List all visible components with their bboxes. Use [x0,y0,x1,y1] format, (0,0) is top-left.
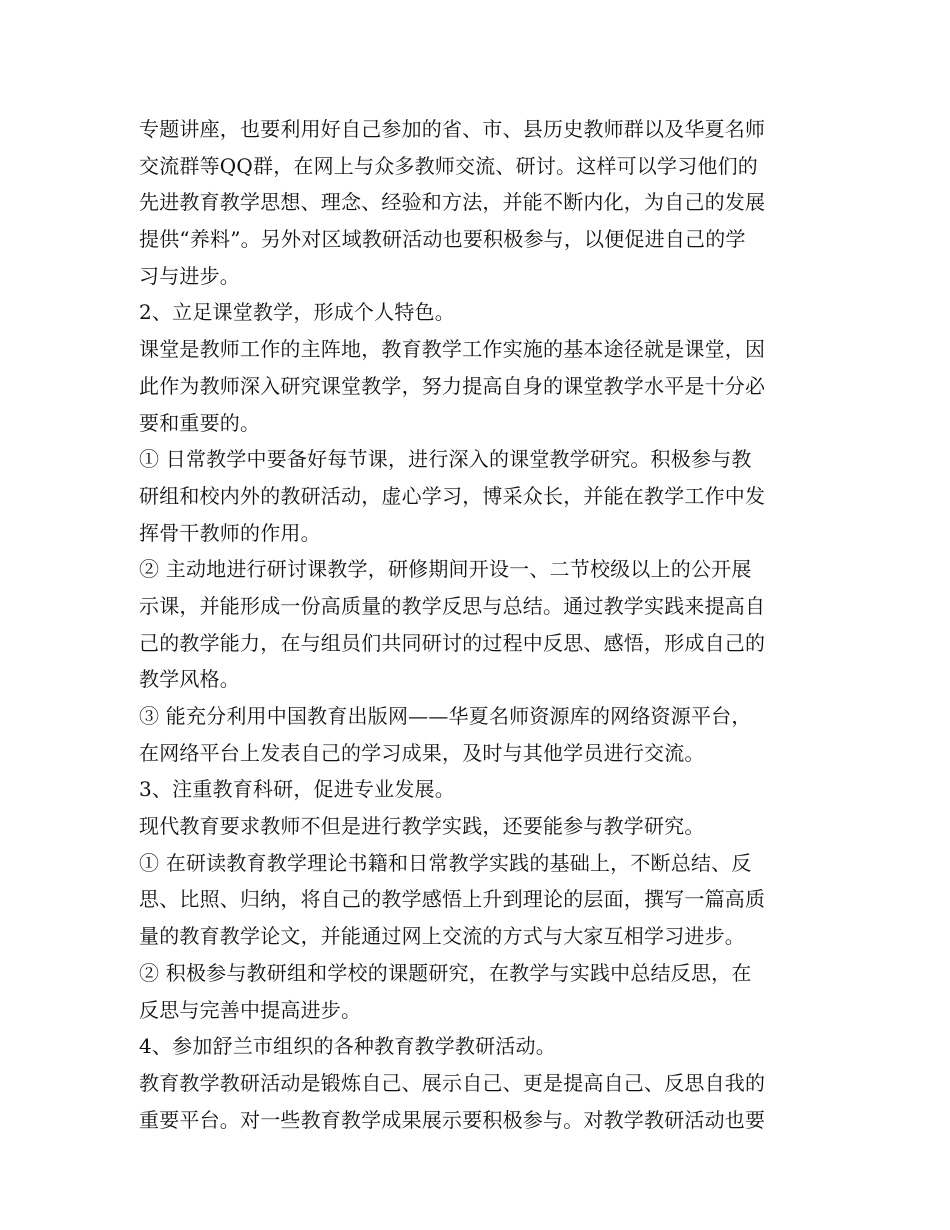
text-line: 己的教学能力，在与组员们共同研讨的过程中反思、感悟，形成自己的 [139,630,766,655]
list-item: ③ 能充分利用中国教育出版网——华夏名师资源库的网络资源平台， [139,704,752,728]
text-line: 专题讲座，也要利用好自己参加的省、市、县历史教师群以及华夏名师 [139,117,766,141]
list-item: ① 日常教学中要备好每节课，进行深入的课堂教学研究。积极参与教 [139,447,752,472]
text-line: 研组和校内外的教研活动，虚心学习，博采众长，并能在教学工作中发 [139,483,766,508]
text-line: 先进教育教学思想、理念、经验和方法，并能不断内化，为自己的发展 [139,190,766,215]
text-line: 量的教育教学论文，并能通过网上交流的方式与大家互相学习进步。 [139,924,745,949]
section-heading: 2、立足课堂教学，形成个人特色。 [139,300,455,325]
text-line: 思、比照、归纳，将自己的教学感悟上升到理论的层面，撰写一篇高质 [139,887,766,912]
list-item: ① 在研读教育教学理论书籍和日常教学实践的基础上，不断总结、反 [139,850,752,875]
text-line: 挥骨干教师的作用。 [139,520,321,545]
body-text [139,111,819,1138]
section-heading: 3、注重教育科研，促进专业发展。 [139,777,455,802]
list-item: ② 主动地进行研讨课教学，研修期间开设一、二节校级以上的公开展 [139,557,752,582]
text-line: 要和重要的。 [139,410,261,435]
text-line: 现代教育要求教师不但是进行教学实践，还要能参与教学研究。 [139,814,705,839]
text-line: 课堂是教师工作的主阵地，教育教学工作实施的基本途径就是课堂，因 [139,337,766,362]
text-line: 交流群等QQ群，在网上与众多教师交流、研讨。这样可以学习他们的 [139,153,758,178]
text-line: 重要平台。对一些教育教学成果展示要积极参与。对教学教研活动也要 [139,1107,766,1132]
section-heading: 4、参加舒兰市组织的各种教育教学教研活动。 [139,1034,556,1059]
text-line: 此作为教师深入研究课堂教学，努力提高自身的课堂教学水平是十分必 [139,373,766,398]
text-line: 教学风格。 [139,667,240,692]
text-line: 示课，并能形成一份高质量的教学反思与总结。通过教学实践来提高自 [139,593,766,618]
list-item: ② 积极参与教研组和学校的课题研究，在教学与实践中总结反思，在 [139,960,752,985]
text-line: 教育教学教研活动是锻炼自己、展示自己、更是提高自己、反思自我的 [139,1070,766,1095]
text-line: 反思与完善中提高进步。 [139,997,362,1022]
text-line: 习与进步。 [139,263,240,288]
text-line: 提供“养料”。另外对区域教研活动也要积极参与，以便促进自己的学 [139,227,746,252]
text-line: 在网络平台上发表自己的学习成果，及时与其他学员进行交流。 [139,740,705,765]
